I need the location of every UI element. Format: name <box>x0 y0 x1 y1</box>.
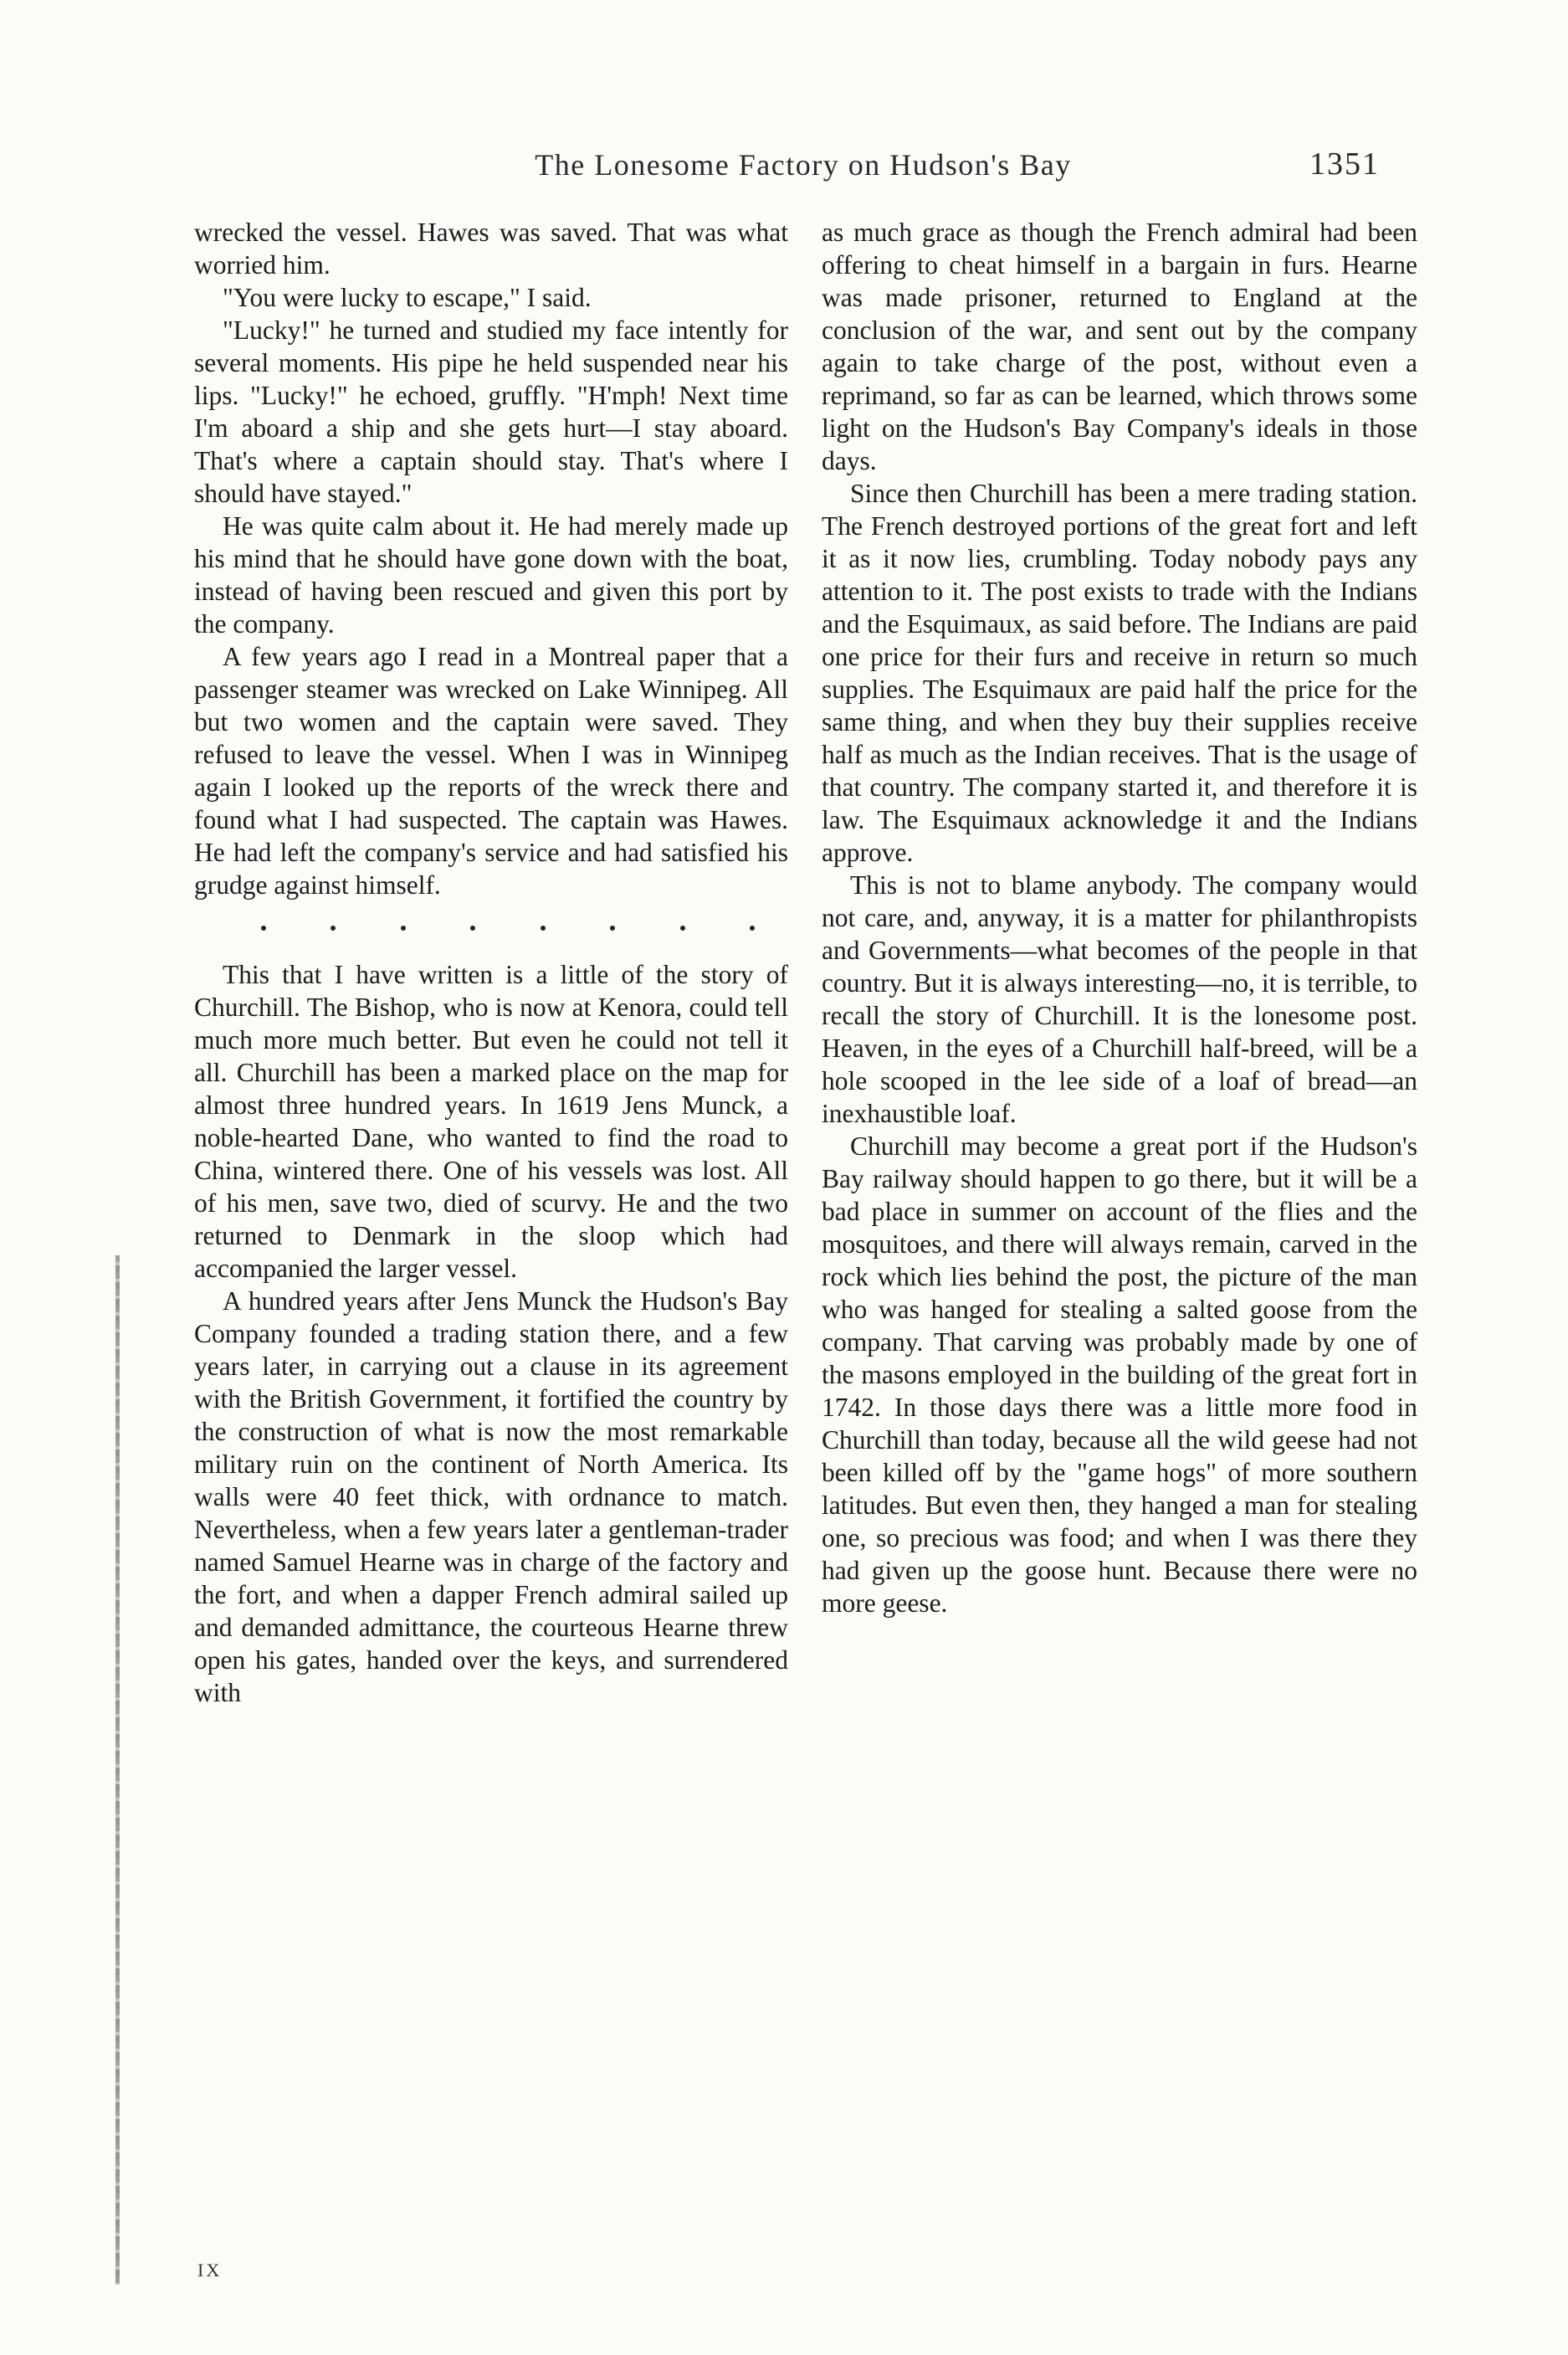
paragraph: Since then Churchill has been a mere trading station. The French destroyed portions of the great fort and left it as it now lies, crumbling. Today nobody pays any attention to it. The post exists to trade with the Indians and the Esquimaux, as said before. The Indians are paid one price for their furs and receive in return so much supplies. The Esquimaux are paid half the price for the same thing, and when they buy their supplies receive half as much as the Indian receives. That is the usage of that country. The company started it, and therefore it is law. The Esquimaux acknowledge it and the Indians approve. <box>822 479 1417 867</box>
left-column <box>194 216 788 1709</box>
section-break-dot <box>401 926 406 931</box>
paragraph: This that I have written is a little of the story of Churchill. The Bishop, who is now at Kenora, could tell much more much better. But even he could not tell it all. Churchill has been a marked place on the map for almost three hundred years. In 1619 Jens Munck, a noble-hearted Dane, who wanted to find the road to China, wintered there. One of his vessels was lost. All of his men, save two, died of scurvy. He and the two returned to Denmark in the sloop which had accompanied the larger vessel. <box>194 960 788 1283</box>
binding-edge <box>115 1255 120 2285</box>
paragraph: A few years ago I read in a Montreal paper that a passenger steamer was wrecked on Lake Winnipeg. All but two women and the captain were saved. They refused to leave the vessel. When I was in Winnipeg again I looked up the reports of the wreck there and found what I had suspected. The captain was Hawes. He had left the company's service and had satisfied his grudge against himself. <box>194 642 788 900</box>
signature-mark: IX <box>197 2260 223 2281</box>
paragraph: "Lucky!" he turned and studied my face intently for several moments. His pipe he held suspended near his lips. "Lucky!" he echoed, gruffly. "H'mph! Next time I'm aboard a ship and she gets hurt—I stay aboard. That's where a captain should stay. That's where I should have stayed." <box>194 316 788 508</box>
right-column <box>822 216 1417 1619</box>
section-break-dot <box>541 926 546 931</box>
section-break-dot <box>610 926 615 931</box>
paragraph: as much grace as though the French admiral had been offering to cheat himself in a bargain in furs. Hearne was made prisoner, returned to England at the conclusion of the war, and sent out by the company again to take charge of the post, without even a reprimand, so far as can be learned, which throws some light on the Hudson's Bay Company's ideals in those days. <box>822 218 1417 475</box>
page-number: 1351 <box>1309 146 1380 182</box>
section-break-dot <box>470 926 475 931</box>
section-break <box>194 910 788 947</box>
section-break-dot <box>750 926 755 931</box>
paragraph: He was quite calm about it. He had merely made up his mind that he should have gone down with the boat, instead of having been rescued and given this port by the company. <box>194 511 788 639</box>
paragraph: This is not to blame anybody. The company would not care, and, anyway, it is a matter for philanthropists and Governments—what becomes of the people in that country. But it is always interesting—no, it is terrible, to recall the story of Churchill. It is the lonesome post. Heaven, in the eyes of a Churchill half-breed, will be a hole scooped in the lee side of a loaf of bread—an inexhaustible loaf. <box>822 870 1417 1128</box>
paragraph: Churchill may become a great port if the Hudson's Bay railway should happen to go there, but it will be a bad place in summer on account of the flies and the mosquitoes, and there will always remain, carved in the rock which lies behind the post, the picture of the man who was hanged for stealing a salted goose from the company. That carving was probably made by one of the masons employed in the building of the great fort in 1742. In those days there was a little more food in Churchill than today, because all the wild geese had not been killed off by the "game hogs" of more southern latitudes. But even then, they hanged a man for stealing one, so precious was food; and when I was there they had given up the goose hunt. Because there were no more geese. <box>822 1131 1417 1618</box>
section-break-dot <box>680 926 685 931</box>
paragraph: "You were lucky to escape," I said. <box>223 283 592 312</box>
running-title: The Lonesome Factory on Hudson's Bay <box>535 148 1072 182</box>
paragraph: wrecked the vessel. Hawes was saved. That was what worried him. <box>194 218 788 280</box>
section-break-dot <box>331 926 336 931</box>
section-break-dot <box>261 926 266 931</box>
paragraph: A hundred years after Jens Munck the Hudson's Bay Company founded a trading station there, and a few years later, in carrying out a clause in its agreement with the British Government, it fortified the country by the construction of what is now the most remarkable military ruin on the continent of North America. Its walls were 40 feet thick, with ordnance to match. Nevertheless, when a few years later a gentleman-trader named Samuel Hearne was in charge of the factory and the fort, and when a dapper French admiral sailed up and demanded admittance, the courteous Hearne threw open his gates, handed over the keys, and surrendered with <box>194 1286 788 1707</box>
